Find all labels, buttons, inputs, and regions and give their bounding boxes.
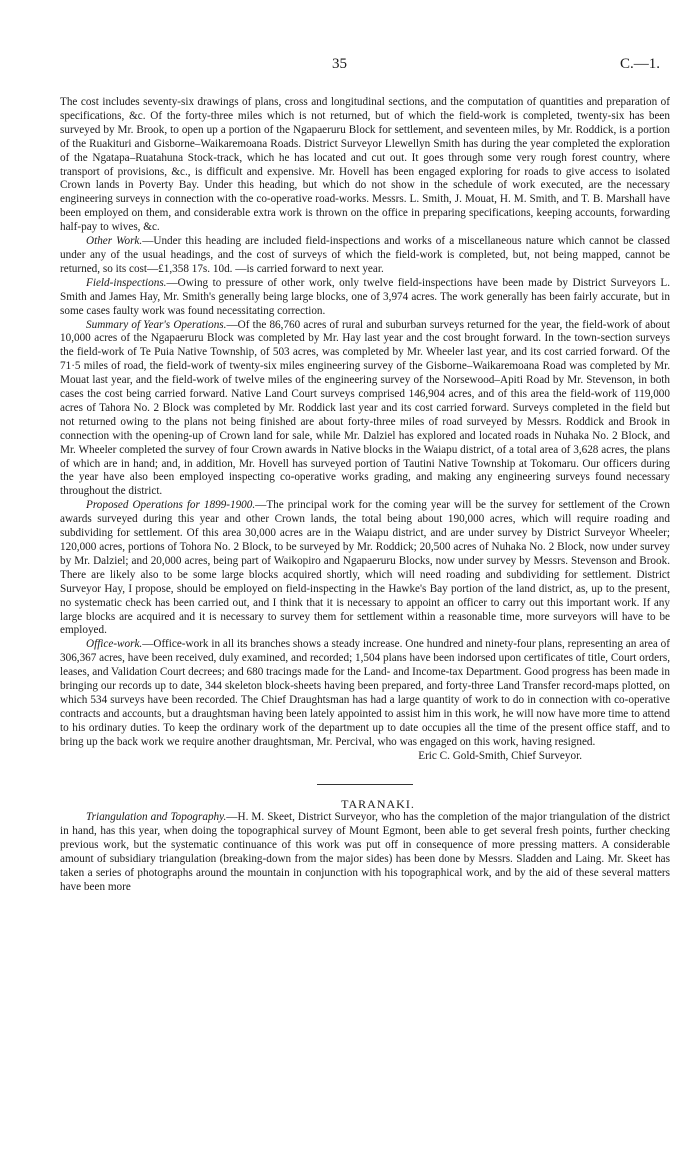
paragraph-text: —The principal work for the coming year will be the survey for settlement of the Crown awards surveyed during this year and other Crown lands, the total being about 190,000 acres, which will require roading and subdividing for settlement. Of this area 30,000 acres are in the Waiapu district, and are under survey by District Surveyor Wheeler; 120,000 acres, portions of Tohora No. 2 Block, to be surveyed by Mr. Roddick; 20,500 acres of Nuhaka No. 2 Block, now under survey by Mr. Dalziel; and 20,000 acres, being part of Waikopiro and Ngapaeruru Blocks, now under survey by Messrs. Stevenson and Brook. There are likely also to be some large blocks acquired shortly, which will need roading and subdividing for settlement. District Surveyor Hay, I propose, should be employed on field-inspecting in the Hawke's Bay portion of the land district, as, up to the present, no systematic check has been carried out, and I think that it is necessary to appoint an officer to carry out this important work. If any large blocks are acquired and it is necessary to survey them for settlement within a reasonable time, more surveyors will have to be employed. (60, 499, 670, 637)
paragraph-text: —Of the 86,760 acres of rural and suburban surveys returned for the year, the field-work of about 10,000 acres of the Ngapaeruru Block was completed by Mr. Hay last year and the cost brought forward. In the town-section surveys the field-work of Te Puia Native Township, of 503 acres, was completed by Mr. Wheeler last year, and its cost carried forward. Of the 71·5 miles of road, the field-work of twenty-six miles engineering survey of the Gisborne–Waikaremoana Road was completed by Mr. Mouat last year, and the field-work of twelve miles of the engineering survey of the Norsewood–Apiti Road by Mr. Stevenson, in both cases the cost being carried forward. Native Land Court surveys comprised 146,904 acres, and of this area the field-work of 119,000 acres of Tahora No. 2 Block was completed by Mr. Roddick last year and its cost carried forward. Surveys completed in the field but not returned owing to the plans not being finished are about forty-three miles of road surveyed by Messrs. Roddick and Brook in connection with the opening-up of Crown land for sale, while Mr. Dalziel has explored and located roads in Nuhaka No. 2 Block, and Mr. Wheeler completed the survey of four Crown awards in Native blocks in the Waiapu district, of a total area of 3,628 acres, the plans of which are in hand; and, in addition, Mr. Hovell has surveyed portion of Tautini Native Township at Tokomaru. Our officers during the year have also been employed inspecting co-operative works grading, and making any engineering surveys found necessary throughout the district. (60, 318, 670, 498)
paragraph-text: —H. M. Skeet, District Surveyor, who has the completion of the major triangulation of the district in hand, has this year, when doing the topographical survey of Mount Egmont, been able to get several fresh points, further checking previous work, but the systematic continuance of this work was put off in consequence of more pressing matters. A considerable amount of subsidiary triangulation (breaking-down from the major sides) has been done by Messrs. Sladden and Laing. Mr. Skeet has taken a series of photographs around the mountain in conjunction with his topographical work, and by the aid of these several matters have been more (60, 811, 670, 893)
paragraph-text: —Owing to pressure of other work, only twelve field-inspections have been made by District Surveyors L. Smith and James Hay, Mr. Smith's generally being large blocks, one of 3,974 acres. The work generally has been fairly accurate, but in some cases faulty work was found necessitating correction. (60, 276, 670, 317)
paragraph-lead: Summary of Year's Operations. (86, 318, 227, 331)
paragraph-other-work (60, 235, 670, 277)
page-number: 35 (332, 56, 347, 72)
paragraph-lead: Field-inspections. (86, 276, 167, 289)
paragraph-field-inspections (60, 277, 670, 319)
paragraph-lead: Triangulation and Topography. (86, 811, 227, 824)
document-body (60, 96, 670, 895)
section-divider (317, 784, 413, 785)
paragraph-proposed-operations (60, 499, 670, 638)
section-heading: TARANAKI. (341, 796, 415, 811)
paragraph-lead: Office-work. (86, 638, 143, 651)
signature: Eric C. Gold-Smith, Chief Surveyor. (418, 749, 582, 762)
paragraph-triangulation (60, 811, 670, 894)
document-reference: C.—1. (619, 56, 660, 72)
paragraph-office-work (60, 638, 670, 749)
paragraph-lead: Proposed Operations for 1899-1900. (86, 499, 256, 512)
paragraph-cost (60, 96, 670, 235)
paragraph-text: —Under this heading are included field-inspections and works of a miscellaneous nature which cannot be classed under any of the usual headings, and the cost of surveys of which the field-work is completed, but, not being mapped, cannot be returned, so its cost—£1,358 17s. 10d. —is carried forward to next year. (60, 235, 670, 275)
paragraph-lead: Other Work. (86, 235, 143, 248)
paragraph-text: —Office-work in all its branches shows a steady increase. One hundred and ninety-four plans, representing an area of 306,367 acres, have been received, duly examined, and recorded; 1,504 plans have been indorsed upon certificates of title, Court orders, leases, and Validation Court decrees; and 680 tracings made for the Land- and Income-tax Department. Good progress has been made in bringing our records up to date, 344 skeleton block-sheets having been prepared, and forty-three Land Transfer record-maps plotted, on which 534 surveys have been recorded. The Chief Draughtsman has had a large quantity of work to do in connection with co-operative contracts and accounts, but a draughtsman having been lately appointed to assist him in this work, he will now have more time to attend to his ordinary duties. To keep the ordinary work of the department up to date occupies all the time of the present office staff, and to bring up the back work we require another draughtsman, Mr. Percival, who was engaged on this work, having resigned. (60, 638, 670, 748)
paragraph-summary (60, 319, 670, 500)
page-header (0, 56, 700, 76)
paragraph-text: The cost includes seventy-six drawings of plans, cross and longitudinal sections, and the computation of quantities and preparation of specifications, &c. Of the forty-three miles which is not returned, but of which the field-work is completed, twenty-six has been surveyed by Mr. Brook, to open up a portion of the Ngapaeruru Block for settlement, and seventeen miles, by Mr. Roddick, is a portion of the Ruakituri and Gisborne–Waikaremoana Roads. District Surveyor Llewellyn Smith has during the year completed the exploration of the Ngatapa–Ruatahuna Stock-track, which he has located and cut out. It goes through some very rough forest country, where transport of provisions, &c., is difficult and expensive. Mr. Hovell has been engaged exploring for roads to give access to isolated Crown lands in Poverty Bay. Under this heading, but which do not show in the schedule of work executed, are the necessary engineering surveys in connection with the co-operative road-works. Messrs. L. Smith, J. Mouat, H. M. Smith, and T. B. Marshall have been employed on them, and considerable extra work is thrown on the office in preparing specifications, keeping accounts, forwarding half-pay to wives, &c. (60, 96, 670, 234)
